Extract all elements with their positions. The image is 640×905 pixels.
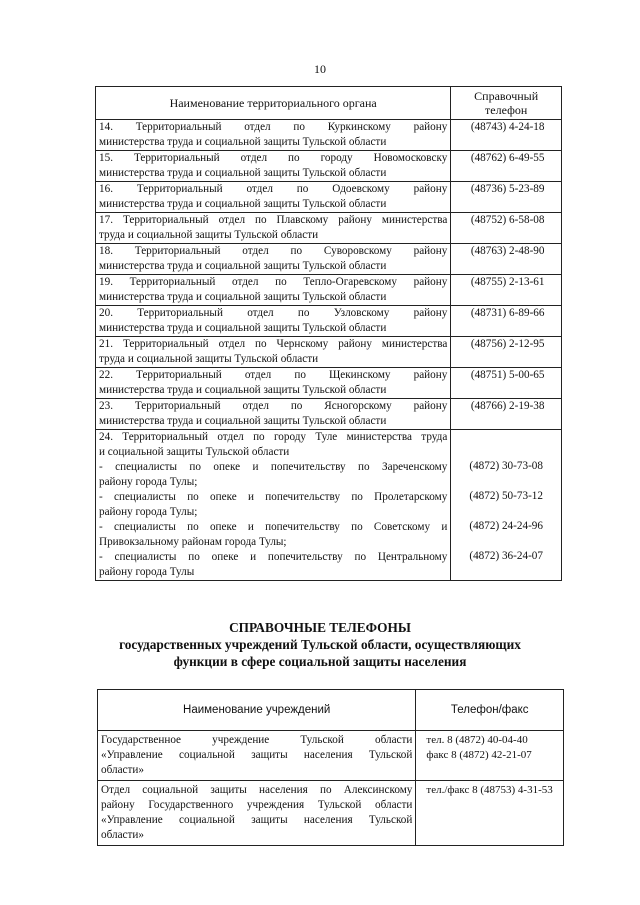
row-name-line1: 14. Территориальный отдел по Куркинскому району — [99, 121, 448, 133]
row-name-cell — [96, 120, 451, 151]
specialist-item — [99, 550, 447, 580]
specialist-item — [99, 520, 447, 550]
institution-phone: факс 8 (4872) 42-21-07 — [426, 749, 532, 761]
institution-name-line: Отдел социальной защиты населения по Алексинскому — [101, 784, 413, 796]
specialist-phone: (4872) 30-73-08 — [469, 460, 543, 472]
table-row — [96, 368, 562, 399]
row-phone: (48763) 2-48-90 — [451, 244, 562, 275]
tula-line2: и социальной защиты Тульской области — [99, 446, 290, 458]
row-name-line1: 18. Территориальный отдел по Суворовскому району — [99, 245, 448, 257]
institution-name-cell — [98, 731, 416, 781]
row-name-cell — [96, 306, 451, 337]
row-name-cell — [96, 368, 451, 399]
institution-name-cell — [98, 781, 416, 846]
table-row — [96, 306, 562, 337]
table-row-tula — [96, 430, 562, 581]
specialist-item — [99, 490, 447, 520]
institution-name-line: области» — [101, 829, 144, 841]
row-name-line2: труда и социальной защиты Тульской области — [99, 229, 319, 241]
section-title-line1: СПРАВОЧНЫЕ ТЕЛЕФОНЫ — [229, 620, 411, 635]
header-phone-line2: телефон — [485, 103, 528, 117]
section-title-line3: функции в сфере социальной защиты населения — [173, 654, 467, 669]
table-row — [96, 275, 562, 306]
row-phone: (48731) 6-89-66 — [451, 306, 562, 337]
row-name-line2: труда и социальной защиты Тульской области — [99, 353, 319, 365]
specialist-line2: району города Тулы — [99, 566, 195, 578]
institutions-table — [97, 689, 564, 846]
institution-phone: тел./факс 8 (48753) 4-31-53 — [426, 784, 553, 796]
institution-phone-cell — [416, 781, 564, 846]
row-name-cell — [96, 399, 451, 430]
table-row — [96, 182, 562, 213]
row-phone: (48736) 5-23-89 — [451, 182, 562, 213]
section-title-line2: государственных учреждений Тульской области, осуществляющих — [119, 637, 521, 652]
row-name-line2: министерства труда и социальной защиты Тульской области — [99, 167, 387, 179]
header-phone-line1: Справочный — [474, 89, 539, 103]
table-row — [96, 213, 562, 244]
institution-phone-cell — [416, 731, 564, 781]
specialist-line1: - специалисты по опеке и попечительству по Центральному — [99, 551, 448, 563]
table-row — [98, 731, 564, 781]
tula-cell — [96, 430, 451, 581]
row-name-line2: министерства труда и социальной защиты Тульской области — [99, 136, 387, 148]
row-phone: (48756) 2-12-95 — [451, 337, 562, 368]
table-row — [96, 244, 562, 275]
row-phone: (48766) 2-19-38 — [451, 399, 562, 430]
row-phone: (48743) 4-24-18 — [451, 120, 562, 151]
institution-phone: тел. 8 (4872) 40-04-40 — [426, 734, 528, 746]
row-name-line1: 21. Территориальный отдел по Чернскому району министерства — [99, 338, 448, 350]
institution-name-line: «Управление социальной защиты населения Тульской — [101, 749, 413, 761]
specialists-phones — [451, 430, 562, 581]
row-name-cell — [96, 275, 451, 306]
row-name-line2: министерства труда и социальной защиты Тульской области — [99, 260, 387, 272]
institution-name-line: «Управление социальной защиты населения Тульской — [101, 814, 413, 826]
row-name-line2: министерства труда и социальной защиты Тульской области — [99, 291, 387, 303]
row-name-line1: 19. Территориальный отдел по Тепло-Огаревскому району — [99, 276, 448, 288]
header-phone — [451, 87, 562, 120]
row-phone: (48762) 6-49-55 — [451, 151, 562, 182]
row-name-line1: 15. Территориальный отдел по городу Новомосковску — [99, 152, 448, 164]
institution-name-line: Государственное учреждение Тульской области — [101, 734, 413, 746]
row-name-cell — [96, 337, 451, 368]
specialist-line1: - специалисты по опеке и попечительству по Пролетарскому — [99, 491, 448, 503]
specialist-phone: (4872) 36-24-07 — [469, 550, 543, 562]
specialist-item — [99, 460, 447, 490]
specialist-line2: району города Тулы; — [99, 476, 198, 488]
table-row — [96, 399, 562, 430]
specialist-line1: - специалисты по опеке и попечительству по Советскому и — [99, 521, 448, 533]
table-header-row — [96, 87, 562, 120]
row-name-line1: 20. Территориальный отдел по Узловскому району — [99, 307, 448, 319]
row-name-line1: 23. Территориальный отдел по Ясногорскому району — [99, 400, 448, 412]
row-phone: (48755) 2-13-61 — [451, 275, 562, 306]
row-name-cell — [96, 244, 451, 275]
row-name-cell — [96, 151, 451, 182]
page-number: 10 — [314, 62, 326, 76]
table-row — [98, 781, 564, 846]
row-name-line1: 22. Территориальный отдел по Щекинскому району — [99, 369, 448, 381]
row-name-cell — [96, 213, 451, 244]
header-name: Наименование территориального органа — [96, 87, 451, 120]
specialist-line1: - специалисты по опеке и попечительству по Зареченскому — [99, 461, 448, 473]
institution-name-line: району Государственного учреждения Тульской области — [101, 799, 413, 811]
section-title — [0, 619, 640, 670]
specialist-phone: (4872) 50-73-12 — [469, 490, 543, 502]
row-name-cell — [96, 182, 451, 213]
header-institution-name: Наименование учреждений — [98, 690, 416, 731]
specialist-line2: району города Тулы; — [99, 506, 198, 518]
specialists-list — [99, 460, 447, 580]
header-phone-fax: Телефон/факс — [416, 690, 564, 731]
specialist-phone: (4872) 24-24-96 — [469, 520, 543, 532]
table-header-row — [98, 690, 564, 731]
row-name-line2: министерства труда и социальной защиты Тульской области — [99, 384, 387, 396]
specialist-line2: Привокзальному районам города Тулы; — [99, 536, 287, 548]
row-name-line2: министерства труда и социальной защиты Тульской области — [99, 198, 387, 210]
row-phone: (48751) 5-00-65 — [451, 368, 562, 399]
row-name-line1: 16. Территориальный отдел по Одоевскому району — [99, 183, 448, 195]
institution-name-line: области» — [101, 764, 144, 776]
table-row — [96, 151, 562, 182]
tula-line1: 24. Территориальный отдел по городу Туле министерства труда — [99, 431, 448, 443]
territorial-bodies-table — [95, 86, 562, 581]
row-phone: (48752) 6-58-08 — [451, 213, 562, 244]
row-name-line1: 17. Территориальный отдел по Плавскому району министерства — [99, 214, 448, 226]
row-name-line2: министерства труда и социальной защиты Тульской области — [99, 415, 387, 427]
table-row — [96, 120, 562, 151]
row-name-line2: министерства труда и социальной защиты Тульской области — [99, 322, 387, 334]
table-row — [96, 337, 562, 368]
